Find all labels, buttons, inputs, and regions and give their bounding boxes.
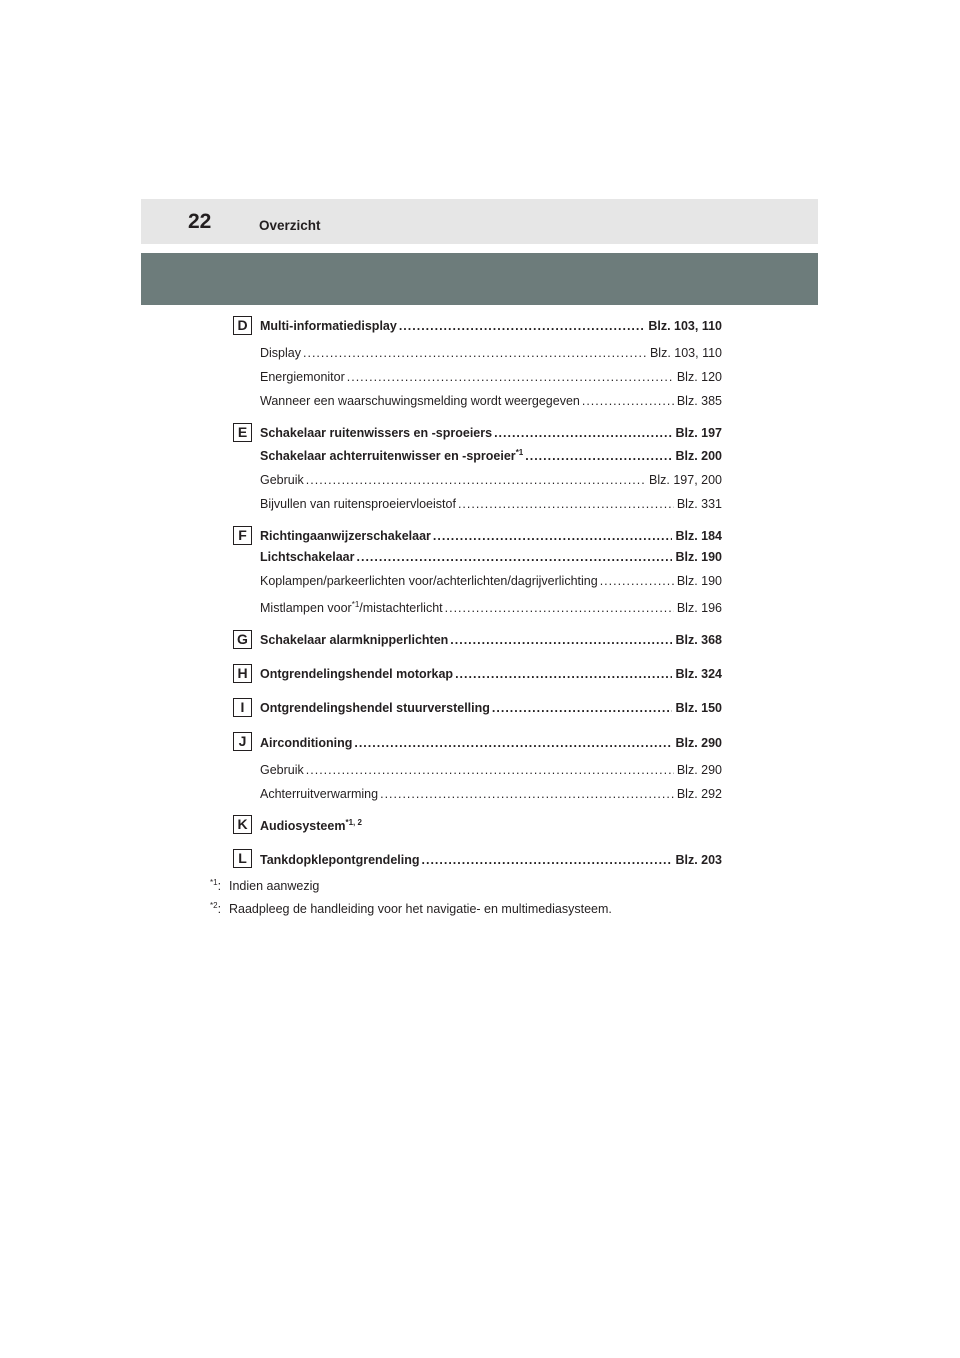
letter-marker-e: E	[233, 423, 252, 442]
entry-page: Blz. 331	[676, 497, 722, 511]
entry-page: Blz. 150	[675, 701, 722, 715]
entry-label: Schakelaar achterruitenwisser en -sproeier	[260, 449, 516, 463]
index-subentry	[260, 786, 722, 802]
letter-marker-k: K	[233, 815, 252, 834]
entry-page: Blz. 368	[675, 633, 722, 647]
letter-marker-g: G	[233, 630, 252, 649]
entry-page: Blz. 290	[676, 763, 722, 777]
entry-label: Display	[260, 346, 301, 360]
letter-marker-i: I	[233, 698, 252, 717]
entry-label: Schakelaar alarmknipperlichten	[260, 633, 449, 647]
entry-page: Blz. 385	[676, 394, 722, 408]
entry-page: Blz. 103, 110	[649, 346, 722, 360]
index-entry	[260, 549, 722, 565]
entry-label: Achterruitverwarming	[260, 787, 379, 801]
entry-page: Blz. 190	[676, 574, 722, 588]
header-band	[141, 253, 818, 305]
entry-label: Lichtschakelaar	[260, 550, 355, 564]
entry-page: Blz. 184	[675, 529, 722, 543]
entry-page: Blz. 120	[676, 370, 722, 384]
entry-page: Blz. 103, 110	[648, 319, 722, 333]
entry-label: Multi-informatiedisplay	[260, 319, 397, 333]
footnote-ref: *1, 2	[345, 817, 362, 827]
index-subentry	[260, 496, 722, 512]
entry-label: Koplampen/parkeerlichten voor/achterlichten/dagrijverlichting	[260, 574, 598, 588]
entry-label: Schakelaar ruitenwissers en -sproeiers	[260, 426, 493, 440]
entry-page: Blz. 203	[675, 853, 722, 867]
footnote: $^{*2}$: Raadpleeg de handleiding voor het navigatie- en multimediasysteem.	[210, 900, 612, 916]
index-entry	[260, 632, 722, 648]
entry-label: Richtingaanwijzerschakelaar	[260, 529, 431, 543]
index-subentry	[260, 345, 722, 361]
index-entry	[260, 448, 722, 464]
index-subentry	[260, 369, 722, 385]
index-entry	[260, 318, 722, 334]
entry-page: Blz. 197, 200	[649, 473, 722, 487]
entry-page: Blz. 290	[675, 736, 722, 750]
index-entry	[260, 818, 722, 834]
index-entry	[260, 700, 722, 716]
entry-label: Gebruik	[260, 473, 304, 487]
footnote-marker: *1	[210, 877, 218, 887]
index-entry	[260, 528, 722, 544]
entry-label: Bijvullen van ruitensproeiervloeistof	[260, 497, 456, 511]
footnote-text: Indien aanwezig	[229, 879, 320, 893]
entry-label: Ontgrendelingshendel motorkap	[260, 667, 454, 681]
entry-label: Audiosysteem	[260, 819, 346, 833]
entry-label: Energiemonitor	[260, 370, 345, 384]
entry-label: Mistlampen voor	[260, 601, 352, 615]
section-title: Overzicht	[259, 218, 321, 233]
entry-page: Blz. 190	[675, 550, 722, 564]
index-subentry	[260, 393, 722, 409]
index-subentry	[260, 762, 722, 778]
footnote: $^{*1}$: Indien aanwezig	[210, 877, 320, 893]
entry-label: Ontgrendelingshendel stuurverstelling	[260, 701, 490, 715]
letter-marker-d: D	[233, 316, 252, 335]
footnote-ref: *1	[351, 599, 360, 609]
letter-marker-j: J	[233, 732, 252, 751]
entry-page: Blz. 292	[676, 787, 722, 801]
entry-page: Blz. 324	[675, 667, 722, 681]
index-entry	[260, 735, 722, 751]
entry-label: Tankdopklepontgrendeling	[260, 853, 420, 867]
index-entry	[260, 666, 722, 682]
index-subentry	[260, 472, 722, 488]
letter-marker-l: L	[233, 849, 252, 868]
entry-page: Blz. 197	[675, 426, 722, 440]
footnote-ref: *1	[515, 447, 524, 457]
entry-label: Gebruik	[260, 763, 304, 777]
entry-label: Airconditioning	[260, 736, 353, 750]
index-entry	[260, 852, 722, 868]
footnote-marker: *2	[210, 900, 218, 910]
index-entry	[260, 425, 722, 441]
entry-page: Blz. 196	[676, 601, 722, 615]
entry-label: /mistachterlicht	[359, 601, 443, 615]
index-subentry	[260, 600, 722, 616]
letter-marker-h: H	[233, 664, 252, 683]
entry-page: Blz. 200	[675, 449, 722, 463]
page-header	[141, 199, 818, 244]
entry-label: Wanneer een waarschuwingsmelding wordt weergegeven	[260, 394, 580, 408]
letter-marker-f: F	[233, 526, 252, 545]
index-subentry	[260, 573, 722, 589]
page-number: 22	[188, 210, 212, 233]
footnote-text: Raadpleeg de handleiding voor het navigatie- en multimediasysteem.	[229, 902, 612, 916]
